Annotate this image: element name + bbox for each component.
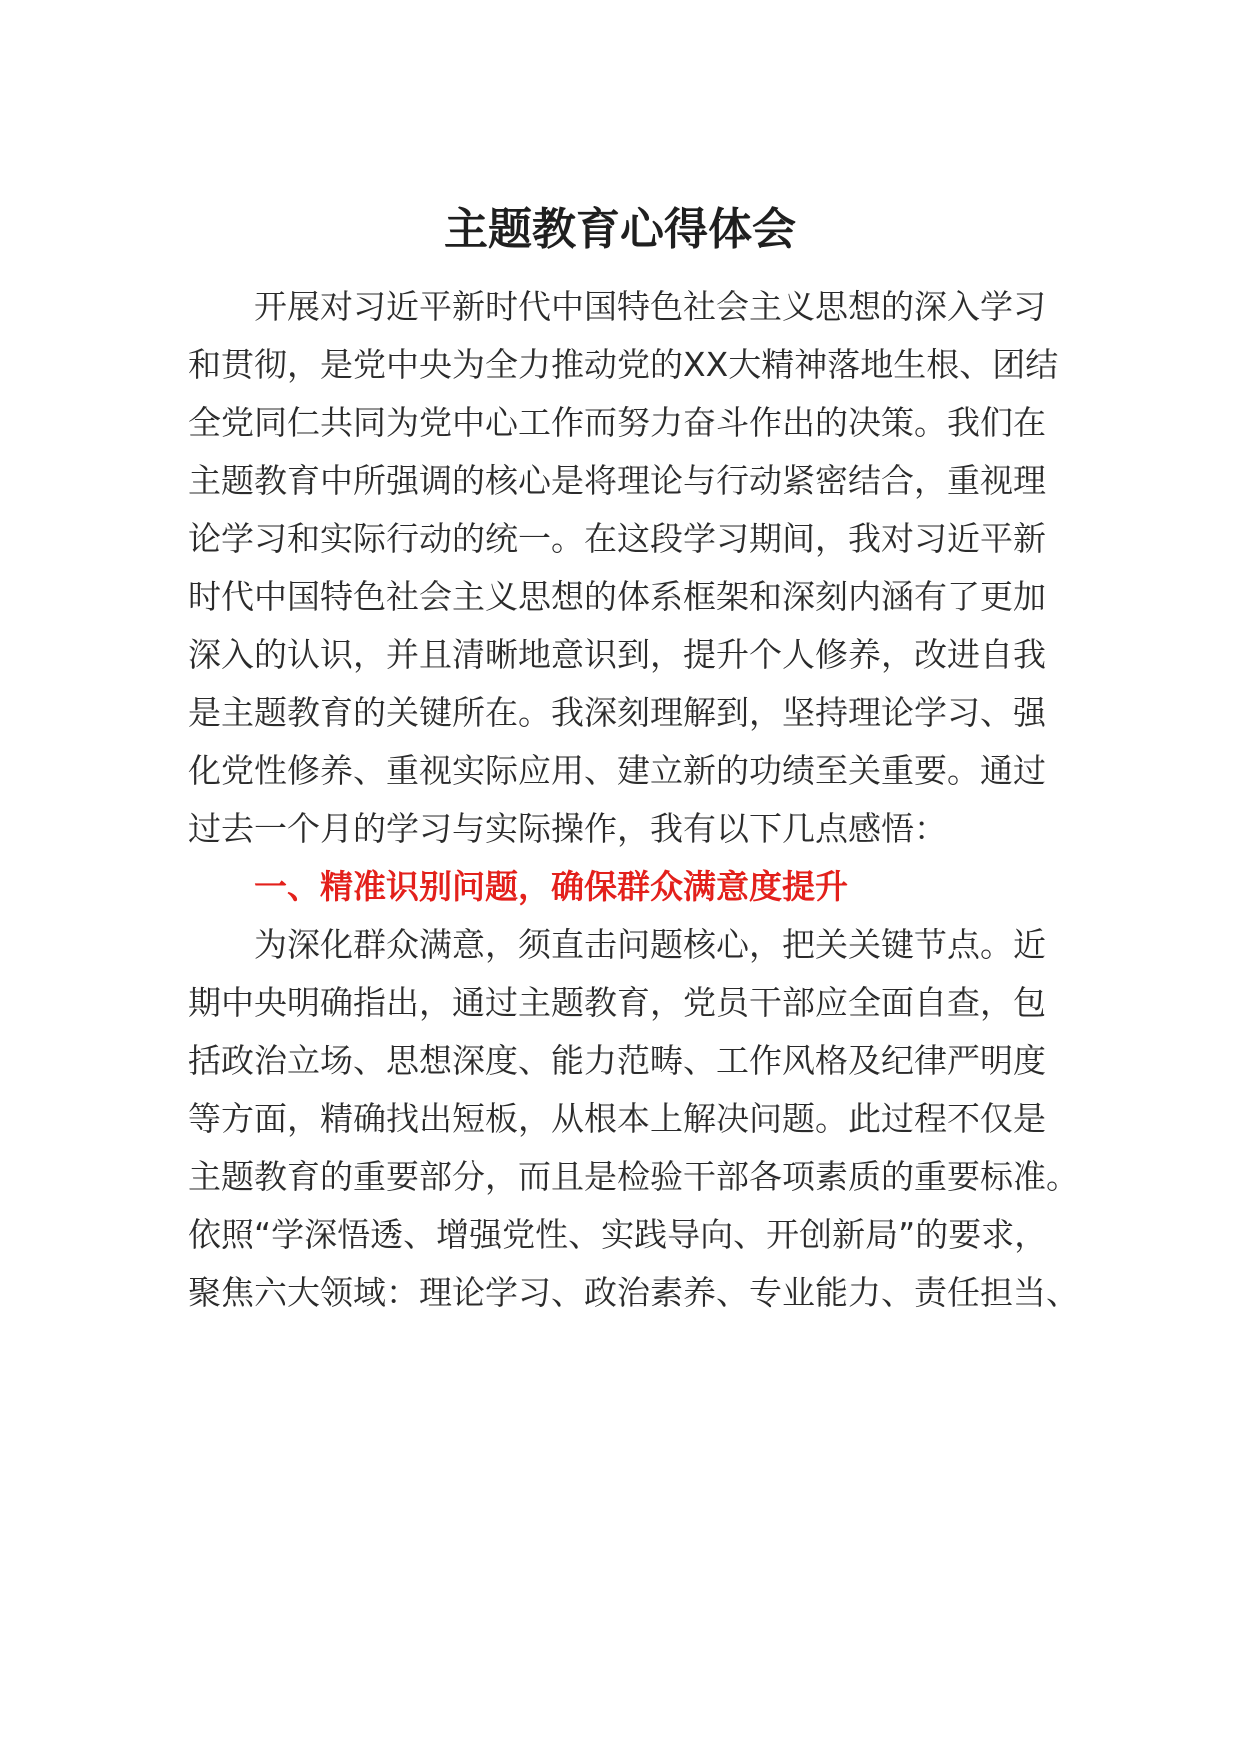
paragraph-line: 时代中国特色社会主义思想的体系框架和深刻内涵有了更加 — [188, 577, 1046, 616]
paragraph-line: 开展对习近平新时代中国特色社会主义思想的深入学习 — [254, 287, 1046, 326]
paragraph-line: 深入的认识，并且清晰地意识到，提升个人修养，改进自我 — [188, 635, 1046, 674]
paragraph-line: 括政治立场、思想深度、能力范畴、工作风格及纪律严明度 — [188, 1041, 1046, 1080]
paragraph-line: 和贯彻，是党中央为全力推动党的XX大精神落地生根、团结 — [188, 345, 1059, 384]
paragraph-line: 聚焦六大领域：理论学习、政治素养、专业能力、责任担当、 — [188, 1273, 1079, 1312]
paragraph-line: 为深化群众满意，须直击问题核心，把关关键节点。近 — [254, 925, 1046, 964]
paragraph-line: 过去一个月的学习与实际操作，我有以下几点感悟： — [188, 809, 947, 848]
paragraph-line: 化党性修养、重视实际应用、建立新的功绩至关重要。通过 — [188, 751, 1046, 790]
paragraph-line: 依照“学深悟透、增强党性、实践导向、开创新局”的要求， — [188, 1215, 1048, 1254]
paragraph-line: 主题教育的重要部分，而且是检验干部各项素质的重要标准。 — [188, 1157, 1079, 1196]
paragraph-line: 主题教育中所强调的核心是将理论与行动紧密结合，重视理 — [188, 461, 1046, 500]
paragraph-line: 等方面，精确找出短板，从根本上解决问题。此过程不仅是 — [188, 1099, 1046, 1138]
paragraph-line: 全党同仁共同为党中心工作而努力奋斗作出的决策。我们在 — [188, 403, 1046, 442]
paragraph-line: 期中央明确指出，通过主题教育，党员干部应全面自查，包 — [188, 983, 1046, 1022]
paragraph-line: 是主题教育的关键所在。我深刻理解到，坚持理论学习、强 — [188, 693, 1046, 732]
section-heading: 一、精准识别问题，确保群众满意度提升 — [254, 867, 848, 906]
paragraph-line: 论学习和实际行动的统一。在这段学习期间，我对习近平新 — [188, 519, 1046, 558]
document-title: 主题教育心得体会 — [444, 204, 796, 255]
